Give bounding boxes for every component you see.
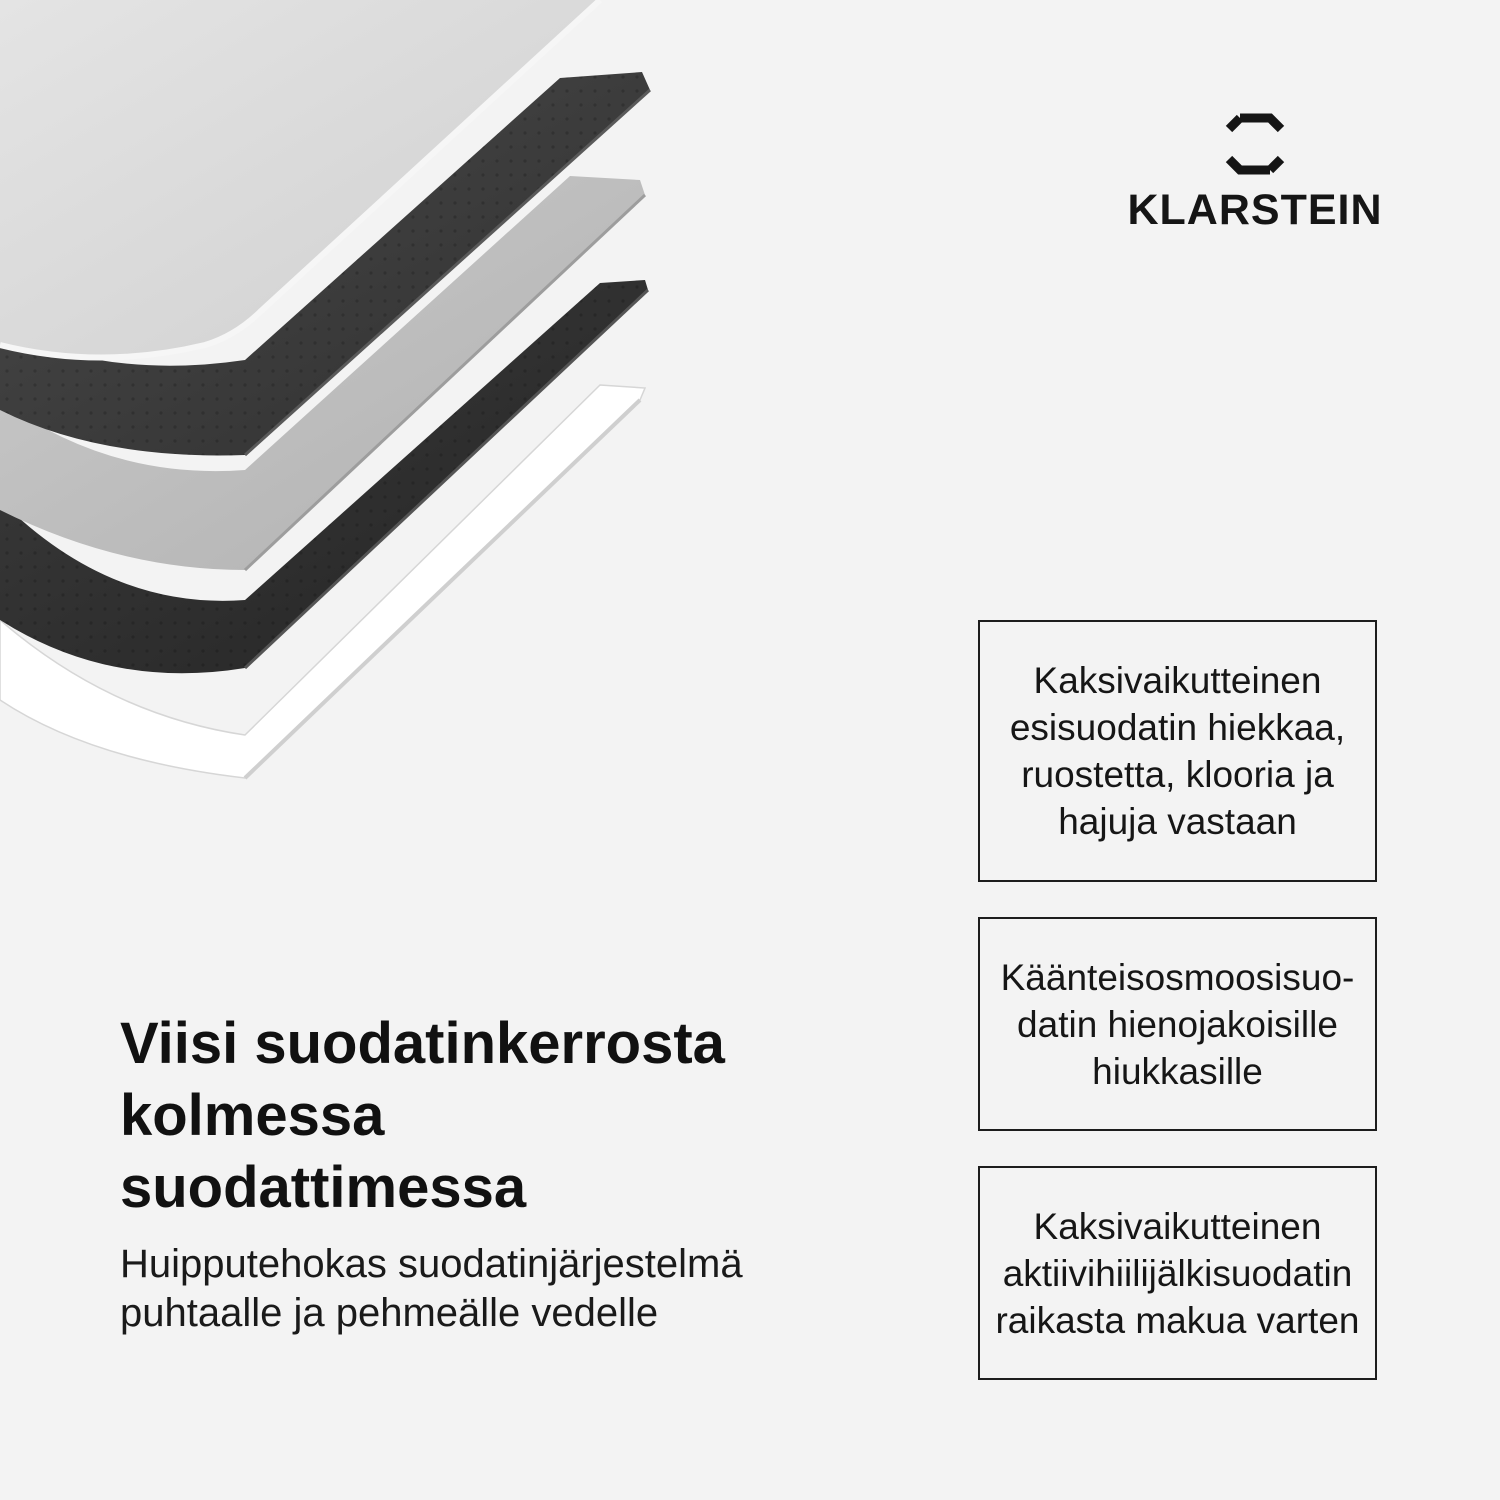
feature-box-reverse-osmosis bbox=[978, 917, 1377, 1131]
feature-text: Käänteisosmoosisuo- datin hienojakoisille hiukkasille bbox=[1000, 956, 1355, 1092]
feature-box-prefilter bbox=[978, 620, 1377, 882]
feature-text: Kaksivaikutteinen esisuodatin hiekkaa, ruostetta, klooria ja hajuja vastaan bbox=[1009, 660, 1346, 842]
brand-name: KLARSTEIN bbox=[1127, 186, 1383, 234]
page-title: Viisi suodatinkerrosta kolmessa suodattimessa bbox=[120, 1011, 725, 1220]
filter-layers-illustration bbox=[0, 0, 700, 800]
brand-logo bbox=[1120, 112, 1390, 235]
feature-text: Kaksivaikutteinen aktiivihiilijälkisuodatin raikasta makua varten bbox=[995, 1205, 1360, 1341]
page-subtitle: Huipputehokas suodatinjärjestelmä puhtaalle ja pehmeälle vedelle bbox=[120, 1242, 743, 1335]
feature-box-carbon-postfilter bbox=[978, 1166, 1377, 1380]
diamond-brackets-icon bbox=[1223, 112, 1287, 176]
